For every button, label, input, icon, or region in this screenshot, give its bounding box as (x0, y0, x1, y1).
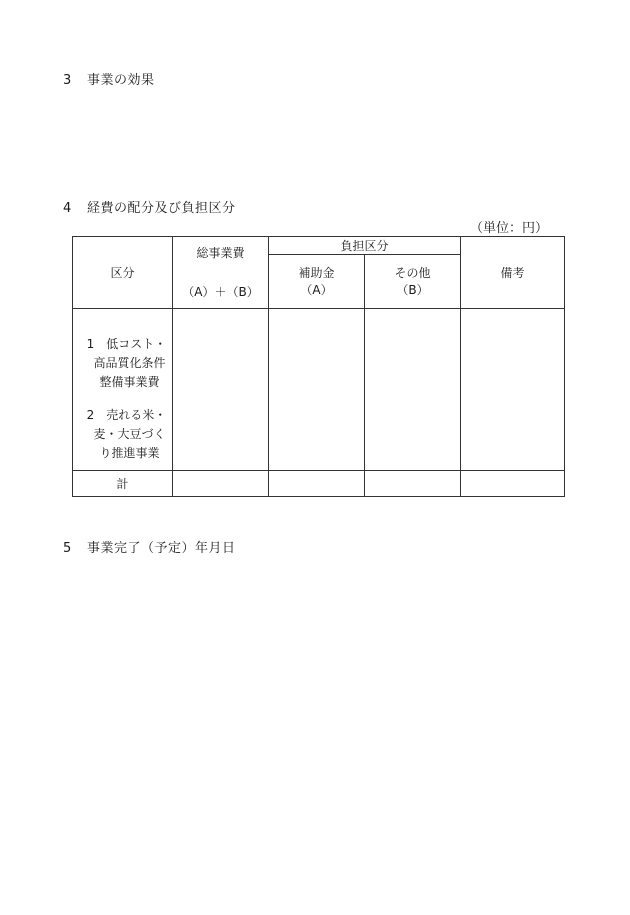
item-2-line1: 2 売れる米・ (86, 407, 167, 422)
other-sum-cell (365, 471, 461, 497)
header-subsidy-line2: （A） (300, 282, 333, 297)
header-subsidy-line1: 補助金 (298, 265, 335, 280)
item-1-line1: 1 低コスト・ (86, 336, 167, 351)
header-other-line2: （B） (396, 282, 429, 297)
section-3-number: 3 (63, 73, 72, 88)
remarks-cell (461, 309, 565, 471)
item-1-line2: 高品質化条件 (93, 355, 166, 370)
total-cost-sum-cell (173, 471, 269, 497)
subsidy-sum-cell (269, 471, 365, 497)
section-5-heading (63, 537, 236, 556)
section-5-title: 事業完了（予定）年月日 (87, 541, 236, 556)
header-other-line1: その他 (394, 265, 431, 280)
header-subsidy (269, 255, 365, 309)
subsidy-cell (269, 309, 365, 471)
remarks-sum-cell (461, 471, 565, 497)
expense-allocation-table (72, 236, 565, 497)
section-3-title: 事業の効果 (87, 73, 155, 88)
header-remarks: 備考 (461, 237, 565, 309)
total-cost-cell (173, 309, 269, 471)
section-5-number: 5 (63, 541, 72, 556)
section-4-title: 経費の配分及び負担区分 (87, 201, 236, 216)
header-total-line2: （A）＋（B） (182, 284, 259, 299)
header-burden: 負担区分 (269, 237, 461, 255)
other-cell (365, 309, 461, 471)
item-2-line3: り推進事業 (99, 445, 160, 460)
table-header-row (73, 237, 565, 255)
header-category: 区分 (73, 237, 173, 309)
items-cell (73, 309, 173, 471)
total-label: 計 (73, 471, 173, 497)
header-total-cost (173, 237, 269, 309)
item-1-line3: 整備事業費 (99, 374, 160, 389)
section-4-heading (63, 197, 236, 216)
item-2-line2: 麦・大豆づく (93, 426, 166, 441)
header-total-line1: 総事業費 (196, 245, 245, 260)
header-other (365, 255, 461, 309)
section-4-number: 4 (63, 201, 72, 216)
table-row (73, 309, 565, 471)
table-total-row (73, 471, 565, 497)
unit-note: （単位：円） (470, 221, 549, 236)
section-3-heading (63, 69, 155, 88)
